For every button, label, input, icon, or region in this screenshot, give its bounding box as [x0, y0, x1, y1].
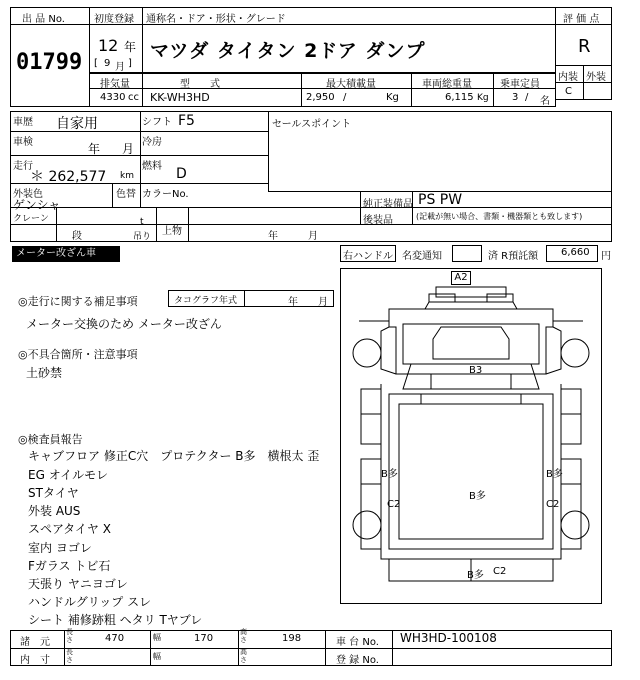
sales-point-label: セールスポイント: [272, 119, 352, 130]
gross-weight-label: 車両総重量: [422, 79, 472, 90]
displacement-label: 排気量: [100, 79, 130, 90]
history-label: 車歴: [13, 117, 33, 128]
options-value: PS PW: [418, 192, 463, 208]
aftermarket-label: 後装品: [363, 215, 393, 226]
damage-mark: B多: [546, 469, 563, 480]
vehicle-name: マツダ タイタン 2ドア ダンプ: [150, 40, 426, 62]
width-value: 170: [194, 633, 214, 644]
max-load-unit: Kg: [386, 92, 399, 103]
first-reg-label: 初度登録: [94, 14, 134, 25]
damage-mark: B3: [469, 365, 483, 376]
inspector-line: ハンドルグリップ スレ: [28, 595, 152, 609]
aircon-label: 冷房: [142, 137, 162, 148]
shift-label: シフト: [142, 117, 172, 128]
exterior-color-label: 外装色: [13, 189, 43, 200]
model-code: KK-WH3HD: [150, 91, 210, 104]
width-label-2: 幅: [153, 652, 161, 661]
height-value: 198: [282, 633, 302, 644]
damage-mark: B多: [467, 570, 484, 581]
color-code-label: カラーNo.: [142, 189, 189, 200]
chassis-value: WH3HD-100108: [400, 631, 497, 645]
reg-month-close: ]: [128, 58, 132, 69]
lot-number: 01799: [16, 50, 83, 75]
driving-notes-header: ◎走行に関する補足事項: [18, 295, 138, 308]
capacity-slash: /: [525, 92, 529, 103]
max-load-slash: /: [343, 92, 347, 103]
inspection-year-unit: 年: [88, 142, 101, 156]
body-label: 上物: [162, 226, 182, 237]
inspector-line: キャブフロア 修正C穴 プロテクター B多 横根太 歪: [28, 449, 320, 463]
name-change-box: [452, 245, 482, 262]
inspector-line: STタイヤ: [28, 486, 79, 500]
history-value: 自家用: [56, 116, 98, 132]
shift-value: F5: [178, 113, 195, 129]
fuel-label: 燃料: [142, 161, 162, 172]
vehicle-diagram: [340, 268, 602, 604]
tachograph-label: タコグラフ年式: [174, 296, 238, 306]
inspection-month-unit: 月: [122, 142, 135, 156]
aftermarket-note: (記載が無い場合、書類・機器類とも致します): [416, 212, 583, 221]
inspector-header: ◎検査員報告: [18, 433, 83, 446]
crane-stage: 段: [72, 231, 82, 242]
fuel-value: D: [176, 166, 187, 182]
height-label: 高さ: [240, 628, 247, 644]
inspection-label: 車検: [13, 137, 33, 148]
grade-value: R: [578, 36, 591, 57]
displacement-unit: cc: [128, 92, 139, 103]
recycle-deposit-unit: 円: [601, 251, 611, 262]
exterior-color-value: ゲンシャ: [13, 198, 61, 212]
steering-value: 右ハンドル: [343, 251, 393, 262]
inspector-line: スペアタイヤ X: [28, 522, 111, 536]
inspector-line: 外装 AUS: [28, 504, 81, 518]
tachograph-year-unit: 年: [288, 297, 298, 308]
mileage-unit: km: [120, 171, 134, 181]
mileage-label: 走行: [13, 161, 33, 172]
lot-label: 出 品 No.: [22, 14, 65, 25]
length-value: 470: [105, 633, 125, 644]
max-load-value: 2,950: [306, 92, 335, 103]
name-label: 通称名・ドア・形状・グレード: [146, 14, 286, 25]
capacity-value: 3: [512, 92, 519, 103]
options-label: 純正装備品: [363, 199, 413, 210]
displacement-value: 4330: [100, 92, 126, 103]
height-label-2: 高さ: [240, 648, 247, 664]
reg-month-open: [: [94, 58, 98, 69]
damage-mark: B多: [469, 491, 486, 502]
tachograph-month-unit: 月: [318, 297, 328, 308]
damage-mark: C2: [493, 566, 507, 577]
registration-label: 登 録 No.: [336, 655, 379, 666]
reg-month-unit: 月: [115, 62, 125, 73]
damage-mark: C2: [387, 499, 401, 510]
crane-label: クレーン: [13, 214, 49, 224]
inspector-line: EG オイルモレ: [28, 468, 109, 482]
inspector-line: シート 補修跡粗 ヘタリ Tヤブレ: [28, 613, 203, 627]
recycle-deposit-value: 6,660: [561, 247, 590, 258]
gross-weight-value: 6,115: [445, 92, 474, 103]
mileage-value: ＊ 262,577: [30, 169, 107, 185]
crane-lift-unit: t: [140, 217, 144, 227]
gross-weight-unit: Kg: [477, 93, 489, 103]
meter-tamper-banner: メーター改ざん車: [12, 246, 120, 262]
truck-outline: [341, 269, 601, 603]
interior-grade-label: 内装: [558, 72, 578, 83]
defects-header: ◎不具合箇所・注意事項: [18, 348, 138, 361]
capacity-unit: 名: [540, 96, 550, 107]
crane-lift-label: 吊り: [133, 232, 152, 242]
reg-year-unit: 年: [124, 40, 137, 54]
reg-month: 9: [104, 58, 111, 69]
inner-dims-label: 内 寸: [20, 655, 50, 666]
inspector-line: Fガラス トビ石: [28, 559, 111, 573]
reg-year: 12: [98, 36, 119, 55]
exterior-grade-label: 外装: [586, 72, 606, 83]
grade-label: 評 価 点: [563, 14, 600, 25]
body-year-unit: 年: [268, 231, 278, 242]
width-label: 幅: [153, 633, 161, 642]
driving-note: メーター交換のため メーター改ざん: [26, 317, 222, 331]
name-change-label: 名変通知: [402, 251, 442, 262]
length-label-2: 長さ: [66, 648, 73, 664]
damage-mark: A2: [451, 271, 471, 285]
chassis-label: 車 台 No.: [336, 637, 379, 648]
interior-grade-value: C: [565, 86, 572, 97]
capacity-label: 乗車定員: [500, 79, 540, 90]
recycle-deposit-label: 済 R預託額: [488, 251, 539, 262]
color-change-label: 色替: [116, 189, 136, 200]
length-label: 長さ: [66, 628, 73, 644]
inspector-line: 室内 ヨゴレ: [28, 541, 92, 555]
max-load-label: 最大積載量: [326, 79, 376, 90]
model-label: 型 式: [180, 79, 220, 90]
inspector-line: 天張り ヤニヨゴレ: [28, 577, 128, 591]
damage-mark: B多: [381, 469, 398, 480]
body-month-unit: 月: [308, 231, 318, 242]
damage-mark: C2: [546, 499, 560, 510]
spec-label: 諸 元: [20, 637, 50, 648]
defects-note: 土砂禁: [26, 366, 63, 380]
